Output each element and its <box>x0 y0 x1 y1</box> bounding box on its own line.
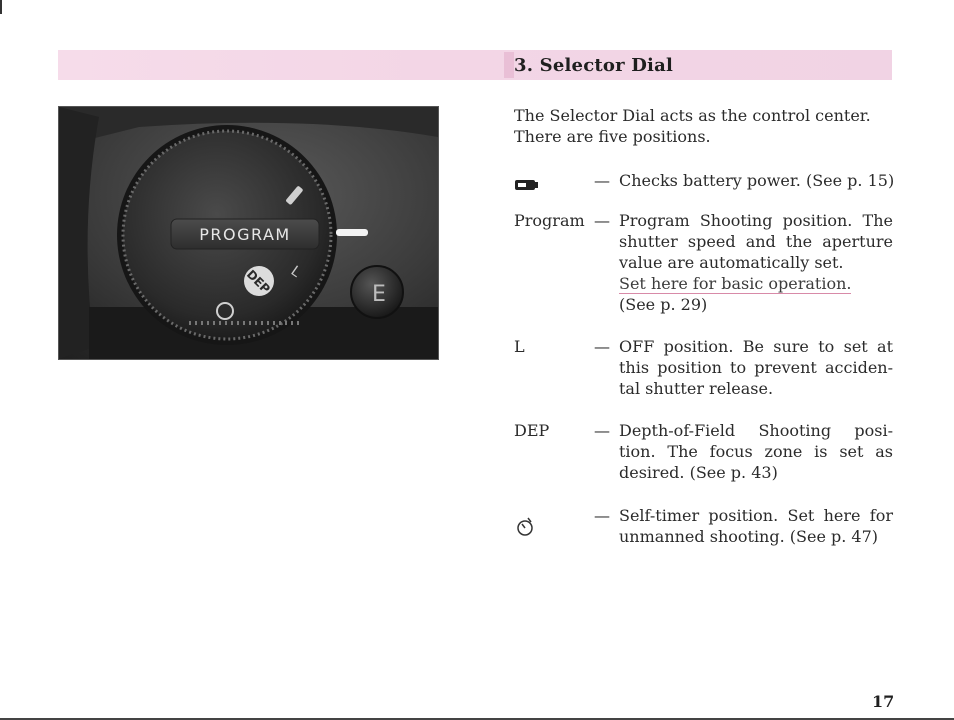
section-title-tab <box>504 52 514 78</box>
position-label: Program <box>514 211 585 230</box>
position-dash: — <box>594 211 610 230</box>
position-dash: — <box>594 337 610 356</box>
position-description: tal shutter release. <box>619 379 774 398</box>
dial-dep-mark: DEP <box>243 267 273 297</box>
page-reference: (See p. 29) <box>619 295 708 314</box>
position-description: Program Shooting position. The <box>619 211 893 230</box>
position-description: Checks battery power. (See p. 15) <box>619 171 895 190</box>
intro-line: The Selector Dial acts as the control center. <box>514 106 871 125</box>
crop-mark <box>0 0 2 14</box>
dial-program-label: PROGRAM <box>199 225 291 244</box>
basic-operation-note: Set here for basic operation. <box>619 274 852 293</box>
position-description: this position to prevent acciden- <box>619 358 893 377</box>
dial-l-mark: L <box>287 263 304 281</box>
section-title: 3. Selector Dial <box>514 55 673 76</box>
position-description: desired. (See p. 43) <box>619 463 778 482</box>
position-label: L <box>514 337 525 356</box>
position-description: Depth-of-Field Shooting posi- <box>619 421 893 440</box>
position-dash: — <box>594 171 610 190</box>
position-description: shutter speed and the aperture <box>619 232 893 251</box>
position-dash: — <box>594 421 610 440</box>
position-description: unmanned shooting. (See p. 47) <box>619 527 879 546</box>
position-dash: — <box>594 506 610 525</box>
section-title-band <box>58 50 892 80</box>
position-description: OFF position. Be sure to set at <box>619 337 893 356</box>
page-number: 17 <box>872 692 895 711</box>
position-description: tion. The focus zone is set as <box>619 442 893 461</box>
intro-line: There are five positions. <box>514 127 711 146</box>
position-description: Self-timer position. Set here for <box>619 506 893 525</box>
self-timer-icon <box>514 517 536 542</box>
position-label: DEP <box>514 421 550 440</box>
intro-paragraph <box>514 105 894 147</box>
dial-e-mark: E <box>372 282 386 307</box>
selector-dial-photo <box>58 106 439 360</box>
battery-icon <box>514 175 538 196</box>
position-description: value are automatically set. <box>619 253 844 272</box>
